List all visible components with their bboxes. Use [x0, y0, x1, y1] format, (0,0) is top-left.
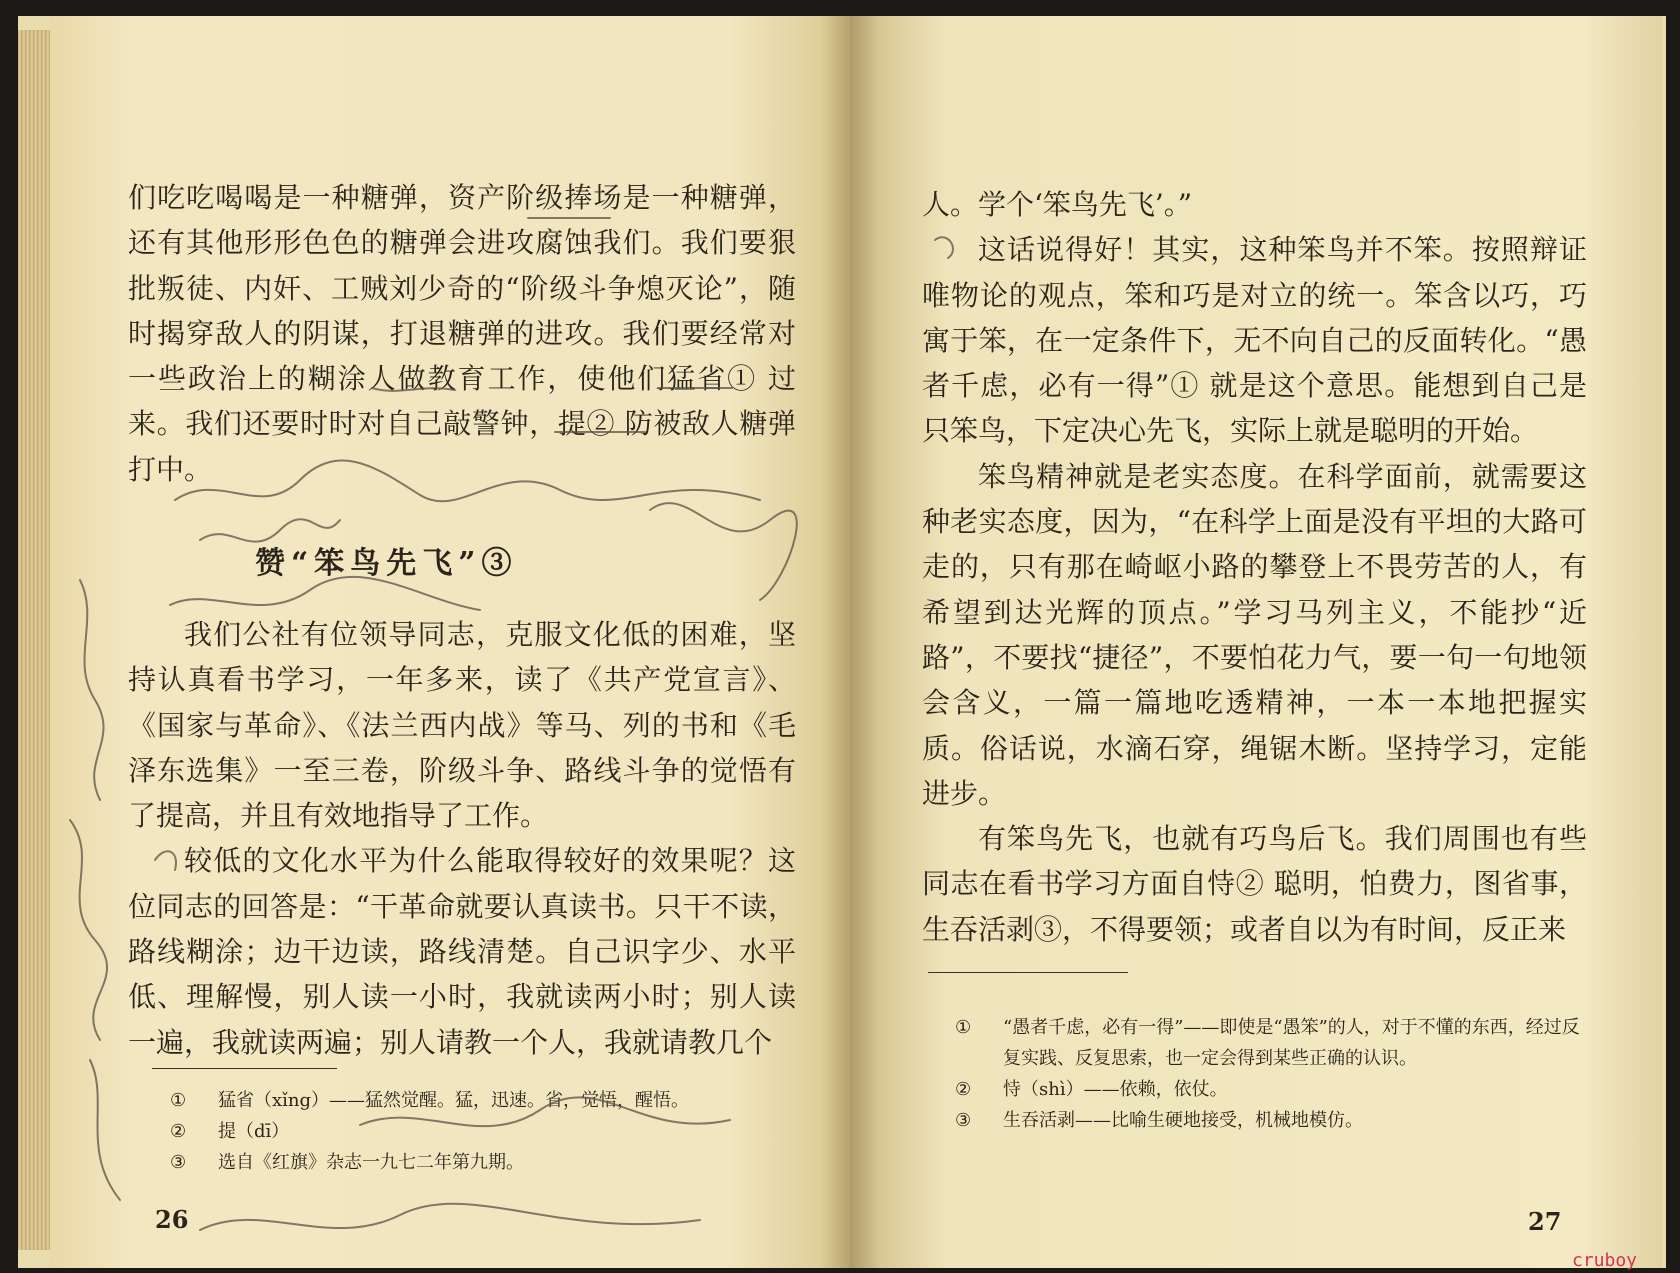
footnote-mark: ② [955, 1079, 972, 1100]
left-paragraph: 们吃吃喝喝是一种糖弹，资产阶级捧场是一种糖弹，还有其他形形色色的糖弹会进攻腐蚀我们。我们要狠批叛徒、内奸、工贼刘少奇的“阶级斗争熄灭论”，随时揭穿敌人的阴谋，打退糖弹的进攻。我们要经常对一些政治上的糊涂人做教育工作，使他们猛省① 过来。我们还要时时对自己敲警钟，提② 防被敌人糖弹打中。 [128, 181, 796, 486]
section-heading: 赞“笨鸟先飞”③ [255, 546, 518, 581]
footnote-rule-right [928, 972, 1128, 973]
right-body-text [922, 182, 1587, 952]
left-section-paragraph: 较低的文化水平为什么能取得较好的效果呢？这位同志的回答是：“干革命就要认真读书。只干不读，路线糊涂；边干边读，路线清楚。自己识字少、水平低、理解慢，别人读一小时，我就读两小时；别人读一遍，我就读两遍；别人请教一个人，我就请教几个 [128, 844, 796, 1059]
footnote-text: “愚者千虑，必有一得”——即使是“愚笨”的人，对于不懂的东西，经过反复实践、反复思索，也一定会得到某些正确的认识。 [1003, 1017, 1580, 1069]
footnote-text: 生吞活剥——比喻生硬地接受，机械地模仿。 [1003, 1110, 1363, 1131]
left-footnotes [170, 1085, 810, 1178]
left-body-text [128, 175, 796, 492]
right-paragraph: 人。学个‘笨鸟先飞’。” [922, 188, 1193, 221]
footnote-text: 猛省（xǐng）——猛然觉醒。猛，迅速。省，觉悟，醒悟。 [218, 1090, 690, 1111]
footnote [955, 1012, 1595, 1074]
footnote [170, 1147, 810, 1178]
footnote-text: 提（dī） [218, 1121, 290, 1142]
footnote-mark: ① [955, 1017, 972, 1038]
footnote [170, 1085, 810, 1116]
watermark: cruboy [1572, 1250, 1638, 1271]
footnote [170, 1116, 810, 1147]
footnote-mark: ③ [170, 1152, 187, 1173]
right-footnotes [955, 1012, 1595, 1136]
right-paragraph: 这话说得好！其实，这种笨鸟并不笨。按照辩证唯物论的观点，笨和巧是对立的统一。笨含以巧，巧寓于笨，在一定条件下，无不向自己的反面转化。“愚者千虑，必有一得”① 就是这个意思。能想到自己是只笨鸟，下定决心先飞，实际上就是聪明的开始。 [922, 233, 1587, 448]
footnote [955, 1074, 1595, 1105]
footnote-text: 恃（shì）——依赖，依仗。 [1003, 1079, 1228, 1100]
footnote-rule-left [152, 1068, 337, 1069]
footnote-mark: ① [170, 1090, 187, 1111]
footnote [955, 1105, 1595, 1136]
page-edges [18, 30, 52, 1250]
footnote-mark: ③ [955, 1110, 972, 1131]
left-section-text [128, 612, 796, 1065]
left-section-paragraph: 我们公社有位领导同志，克服文化低的困难，坚持认真看书学习，一年多来，读了《共产党宣言》、《国家与革命》、《法兰西内战》等马、列的书和《毛泽东选集》一至三卷，阶级斗争、路线斗争的觉悟有了提高，并且有效地指导了工作。 [128, 618, 796, 833]
footnote-mark: ② [170, 1121, 187, 1142]
footnote-text: 选自《红旗》杂志一九七二年第九期。 [218, 1152, 524, 1173]
right-paragraph: 笨鸟精神就是老实态度。在科学面前，就需要这种老实态度，因为，“在科学上面是没有平坦的大路可走的，只有那在崎岖小路的攀登上不畏劳苦的人，有希望到达光辉的顶点。”学习马列主义，不能抄“近路”，不要找“捷径”，不要怕花力气，要一句一句地领会含义，一篇一篇地吃透精神，一本一本地把握实质。俗话说，水滴石穿，绳锯木断。坚持学习，定能进步。 [922, 459, 1587, 810]
book-gutter [820, 16, 880, 1268]
page-number-right: 27 [1528, 1207, 1562, 1236]
page-number-left: 26 [155, 1205, 189, 1234]
right-paragraph: 有笨鸟先飞，也就有巧鸟后飞。我们周围也有些同志在看书学习方面自恃② 聪明，怕费力，图省事，生吞活剥③，不得要领；或者自以为有时间，反正来 [922, 822, 1587, 946]
